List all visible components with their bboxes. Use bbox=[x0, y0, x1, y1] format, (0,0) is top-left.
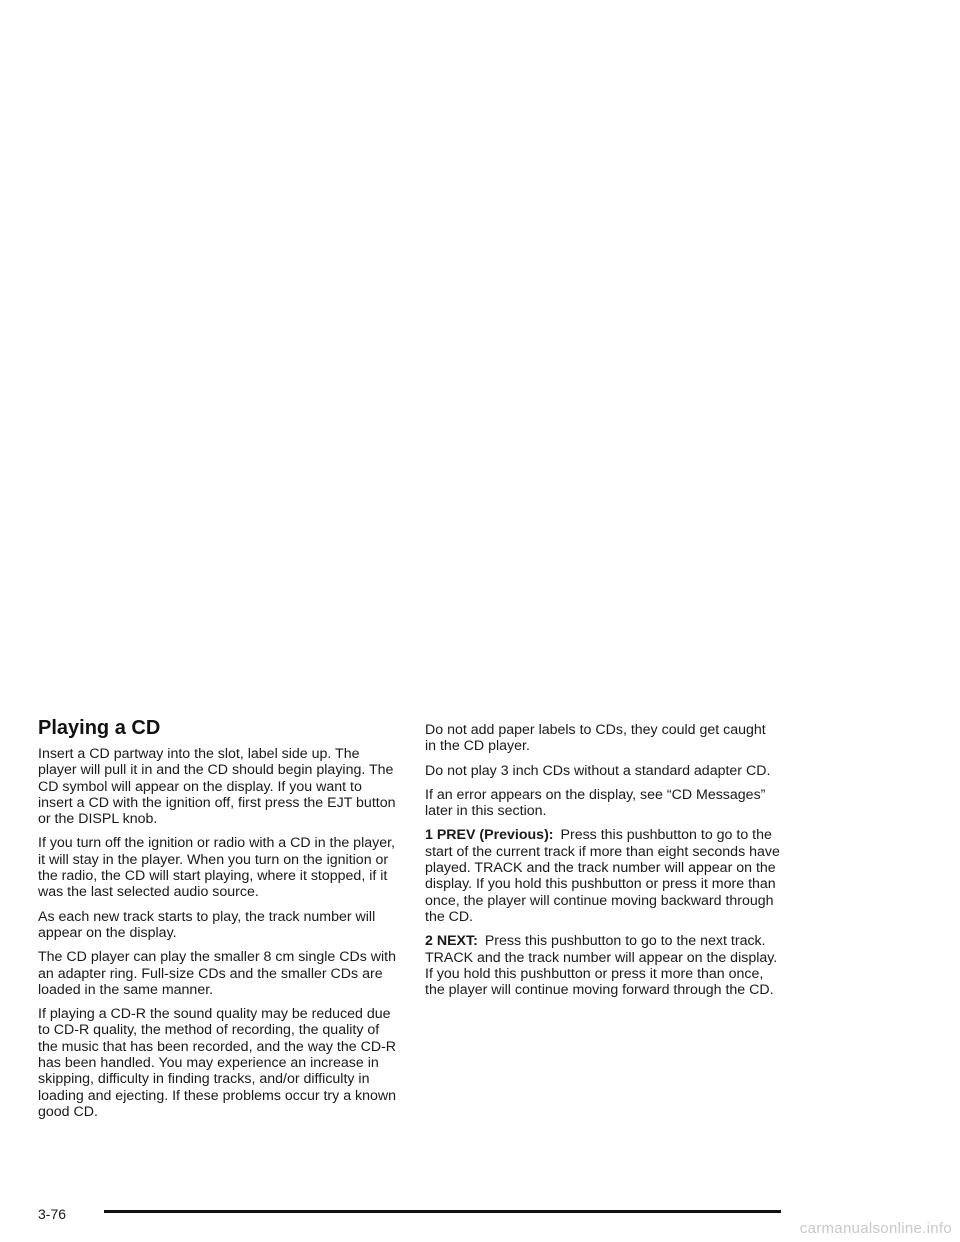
paragraph-error-display: If an error appears on the display, see “CD Messages” later in this section. bbox=[425, 786, 766, 820]
left-column bbox=[38, 716, 400, 1128]
section-title: Playing a CD bbox=[38, 717, 161, 739]
definition-text-next: Press this pushbutton to go to the next track. TRACK and the track number will appear on the display. If you hold this pushbutton or press it more than once, the player will continue moving forward through the CD. bbox=[425, 933, 778, 999]
paragraph-ignition-off: If you turn off the ignition or radio with a CD in the player, it will stay in the player. When you turn on the ignition or the radio, the CD will start playing, where it stopped, if it was the last selected audio source. bbox=[38, 835, 395, 901]
definition-text-prev: Press this pushbutton to go to the start of the current track if more than eight seconds have played. TRACK and the track number will appear on the display. If you hold this pushbutton or press it more than once, the player will continue moving backward through the CD. bbox=[425, 827, 780, 925]
definition-next bbox=[425, 933, 780, 998]
watermark: carmanualsonline.info bbox=[799, 1220, 952, 1237]
definition-prev bbox=[425, 827, 780, 925]
definition-term-prev: 1 PREV (Previous): bbox=[425, 827, 554, 844]
paragraph-3-inch-cds: Do not play 3 inch CDs without a standard adapter CD. bbox=[425, 762, 771, 779]
definition-term-next: 2 NEXT: bbox=[425, 933, 478, 950]
paragraph-paper-labels: Do not add paper labels to CDs, they could get caught in the CD player. bbox=[425, 722, 766, 755]
footer-rule bbox=[104, 1210, 781, 1213]
paragraph-cd-r: If playing a CD-R the sound quality may be reduced due to CD-R quality, the method of recording, the quality of the music that has been recorded, and the way the CD-R has been handled. You may experience an increase in skipping, difficulty in finding tracks, and/or difficulty in loading and ejecting. If these problems occur try a known good CD. bbox=[38, 1006, 397, 1120]
right-column bbox=[425, 722, 780, 1006]
paragraph-track-number: As each new track starts to play, the track number will appear on the display. bbox=[38, 908, 376, 941]
paragraph-small-cds: The CD player can play the smaller 8 cm single CDs with an adapter ring. Full-size CDs and the smaller CDs are loaded in the same manner. bbox=[38, 949, 396, 998]
paragraph-insert-cd: Insert a CD partway into the slot, label side up. The player will pull it in and the CD should begin playing. The CD symbol will appear on the display. If you want to insert a CD with the ignition off, first press the EJT button or the DISPL knob. bbox=[38, 746, 396, 828]
page-number: 3-76 bbox=[38, 1206, 67, 1222]
